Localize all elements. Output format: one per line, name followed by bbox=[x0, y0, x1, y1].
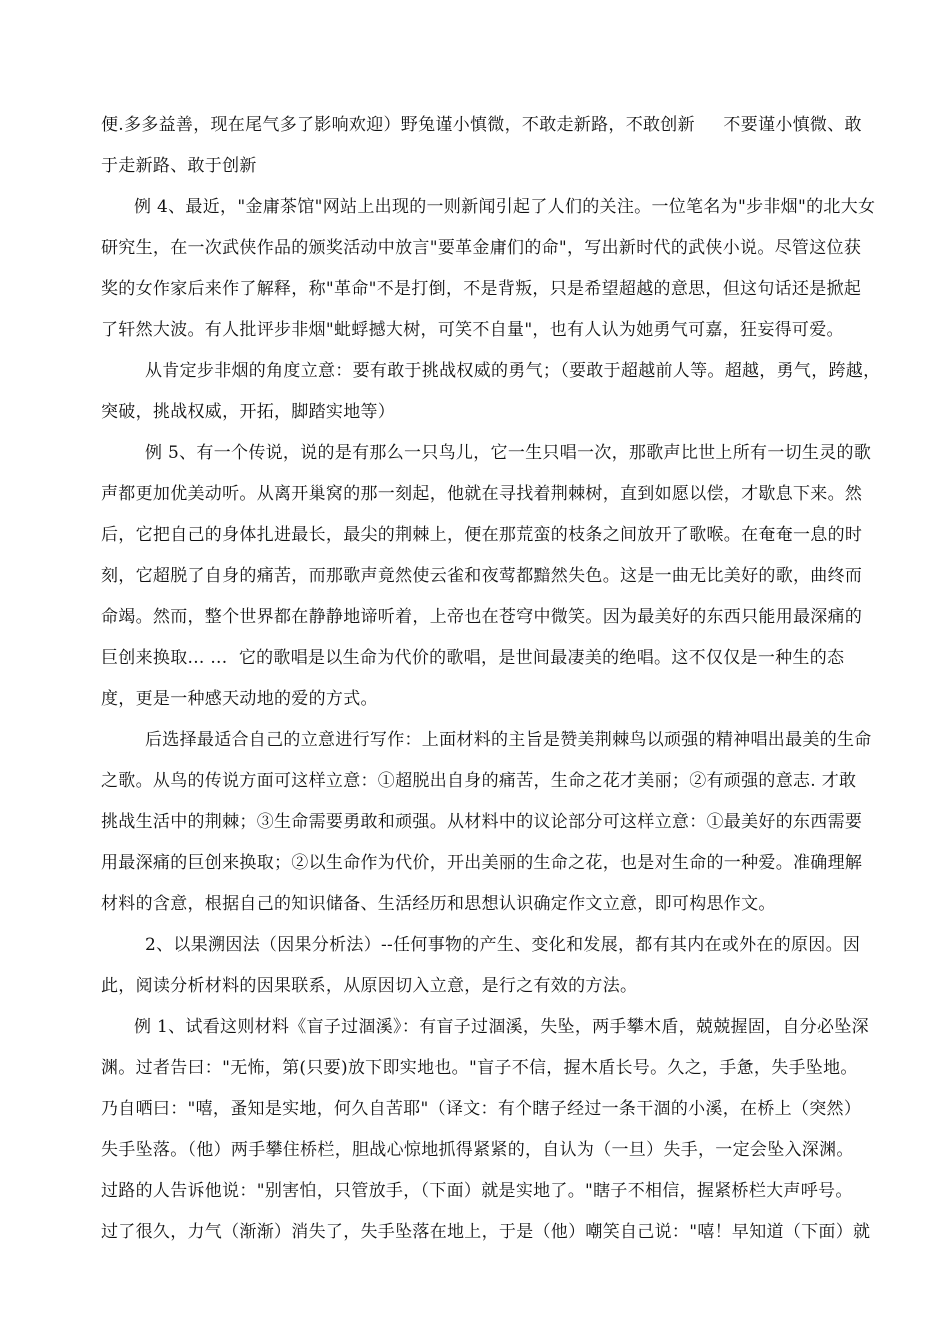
text-line: 例 1、试看这则材料《盲子过涸溪》：有盲子过涸溪，失坠，两手攀木盾，兢兢握固，自分必坠深 bbox=[134, 1017, 869, 1037]
text-line: 此，阅读分析材料的因果联系，从原因切入立意，是行之有效的方法。 bbox=[101, 976, 638, 996]
text-line: 度，更是一种感天动地的爱的方式。 bbox=[101, 689, 378, 709]
text-line: 材料的含意，根据自己的知识储备、生活经历和思想认识确定作文立意，即可构思作文。 bbox=[101, 894, 776, 914]
text-line: 便.多多益善，现在尾气多了影响欢迎）野兔谨小慎微，不敢走新路，不敢创新 不要谨小慎微、敢 bbox=[101, 115, 862, 135]
text-line: 过路的人告诉他说："别害怕，只管放手，（下面）就是实地了。"瞎子不相信，握紧桥栏大声呼号。 bbox=[101, 1181, 853, 1201]
text-line: 2、以果溯因法（因果分析法）--任何事物的产生、变化和发展，都有其内在或外在的原因。因 bbox=[145, 935, 861, 955]
text-line: 命竭。然而，整个世界都在静静地谛听着，上帝也在苍穹中微笑。因为最美好的东西只能用最深痛的 bbox=[101, 607, 863, 627]
text-line: 于走新路、敢于创新 bbox=[101, 156, 257, 176]
text-line: 用最深痛的巨创来换取；②以生命作为代价，开出美丽的生命之花，也是对生命的一种爱。准确理解 bbox=[101, 853, 863, 873]
text-line: 挑战生活中的荆棘；③生命需要勇敢和顽强。从材料中的议论部分可这样立意：①最美好的东西需要 bbox=[101, 812, 863, 832]
text-line: 从肯定步非烟的角度立意：要有敢于挑战权威的勇气；（要敢于超越前人等。超越，勇气，跨越， bbox=[145, 361, 881, 381]
text-line: 突破，挑战权威，开拓，脚踏实地等） bbox=[101, 402, 396, 422]
text-line: 之歌。从鸟的传说方面可这样立意：①超脱出自身的痛苦，生命之花才美丽；②有顽强的意志. 才敢 bbox=[101, 771, 857, 791]
text-line: 失手坠落。（他）两手攀住桥栏，胆战心惊地抓得紧紧的，自认为（一旦）失手，一定会坠入深渊。 bbox=[101, 1140, 854, 1160]
text-line: 声都更加优美动听。从离开巢窝的那一刻起，他就在寻找着荆棘树，直到如愿以偿，才歇息下来。然 bbox=[101, 484, 863, 504]
text-line: 研究生，在一次武侠作品的颁奖活动中放言"要革金庸们的命"，写出新时代的武侠小说。尽管这位获 bbox=[101, 238, 862, 258]
text-line: 乃自哂曰："嘻，蚤知是实地，何久自苦耶"（译文：有个瞎子经过一条干涸的小溪，在桥上（突然） bbox=[101, 1099, 862, 1119]
text-line: 了轩然大波。有人批评步非烟"蚍蜉撼大树，可笑不自量"，也有人认为她勇气可嘉，狂妄得可爱。 bbox=[101, 320, 844, 340]
text-line: 奖的女作家后来作了解释，称"革命"不是打倒，不是背叛，只是希望超越的意思，但这句话还是掀起 bbox=[101, 279, 862, 299]
text-line: 例 4、最近，"金庸茶馆"网站上出现的一则新闻引起了人们的关注。一位笔名为"步非烟"的北大女 bbox=[134, 197, 876, 217]
text-line: 渊。过者告曰："无怖，第(只要)放下即实地也。"盲子不信，握木盾长号。久之，手惫，失手坠地。 bbox=[101, 1058, 858, 1078]
text-line: 后，它把自己的身体扎进最长，最尖的荆棘上，便在那荒蛮的枝条之间放开了歌喉。在奄奄一息的时 bbox=[101, 525, 863, 545]
text-line: 例 5、有一个传说，说的是有那么一只鸟儿，它一生只唱一次，那歌声比世上所有一切生灵的歌 bbox=[145, 443, 872, 463]
text-line: 刻，它超脱了自身的痛苦，而那歌声竟然使云雀和夜莺都黯然失色。这是一曲无比美好的歌，曲终而 bbox=[101, 566, 863, 586]
text-line: 过了很久，力气（渐渐）消失了，失手坠落在地上，于是（他）嘲笑自己说："嘻！早知道（下面）就 bbox=[101, 1222, 871, 1242]
text-line: 后选择最适合自己的立意进行写作：上面材料的主旨是赞美荆棘鸟以顽强的精神唱出最美的生命 bbox=[145, 730, 872, 750]
text-line: 巨创来换取... ... 它的歌唱是以生命为代价的歌唱，是世间最凄美的绝唱。这不仅仅是一种生的态 bbox=[101, 648, 845, 668]
